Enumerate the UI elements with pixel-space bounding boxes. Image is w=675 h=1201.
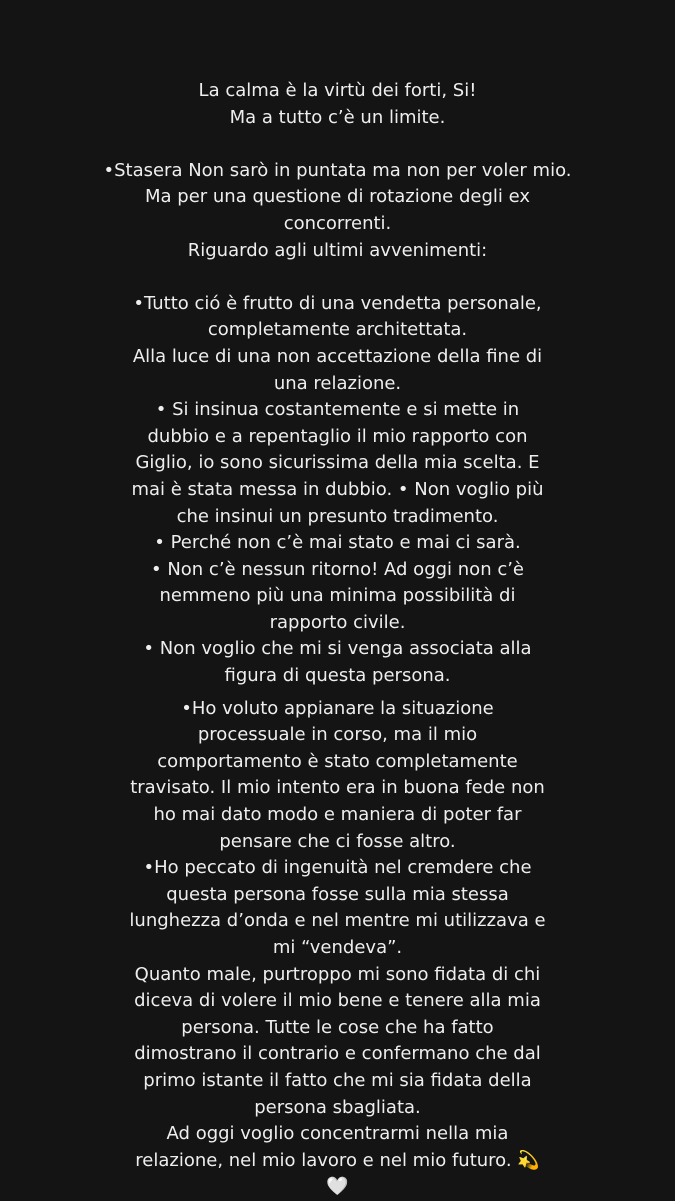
- text-line: persona sbagliata.: [254, 1096, 421, 1118]
- text-line: Quanto male, purtroppo mi sono fidata di chi: [134, 963, 541, 985]
- text-line: persona. Tutte le cose che ha fatto: [181, 1016, 494, 1038]
- text-line: • Perché non c’è mai stato e mai ci sarà.: [154, 532, 521, 554]
- text-line: • Si insinua costantemente e si mette in: [155, 399, 520, 421]
- text-line: nemmeno più una minima possibilità di: [159, 585, 516, 607]
- text-line: comportamento è stato completamente: [157, 750, 518, 772]
- spacer: [0, 264, 675, 291]
- text-line: relazione, nel mio lavoro e nel mio futuro. 💫: [135, 1149, 540, 1171]
- text-line: figura di questa persona.: [224, 665, 451, 687]
- text-line: Ma a tutto c’è un limite.: [229, 106, 446, 128]
- heart-icon: [0, 1174, 675, 1201]
- text-line: pensare che ci fosse altro.: [219, 830, 456, 852]
- text-line: Ad oggi voglio concentrarmi nella mia: [166, 1123, 509, 1145]
- text-line: •Tutto ció è frutto di una vendetta personale,: [133, 292, 542, 314]
- text-line: Giglio, io sono sicurissima della mia scelta. E: [135, 452, 540, 474]
- text-line: diceva di volere il mio bene e tenere alla mia: [134, 990, 541, 1012]
- text-line: •Stasera Non sarò in puntata ma non per voler mio.: [103, 159, 572, 181]
- text-line: •Ho peccato di ingenuità nel cremdere che: [143, 857, 532, 879]
- text-line: travisato. Il mio intento era in buona fede non: [130, 777, 545, 799]
- paragraph-2: [0, 291, 675, 690]
- text-line: dubbio e a repentaglio il mio rapporto con: [147, 425, 528, 447]
- text-line: •Ho voluto appianare la situazione: [181, 697, 494, 719]
- text-line: processuale in corso, ma il mio: [197, 724, 478, 746]
- intro-block: [0, 78, 675, 131]
- text-line: rapporto civile.: [269, 611, 406, 633]
- text-line: dimostrano il contrario e confermano che dal: [134, 1043, 541, 1065]
- text-line: lunghezza d’onda e nel mentre mi utilizzava e: [129, 910, 546, 932]
- paragraph-3: [0, 696, 675, 1175]
- text-line: una relazione.: [273, 372, 402, 394]
- text-line: primo istante il fatto che mi sia fidata della: [143, 1069, 532, 1091]
- text-line: che insinui un presunto tradimento.: [176, 505, 499, 527]
- paragraph-1: [0, 158, 675, 264]
- text-line: Ma per una questione di rotazione degli ex: [144, 186, 530, 208]
- text-line: • Non c’è nessun ritorno! Ad oggi non c’è: [150, 558, 525, 580]
- text-line: questa persona fosse sulla mia stessa: [166, 883, 509, 905]
- text-line: Alla luce di una non accettazione della fine di: [132, 345, 543, 367]
- story-text: [0, 78, 675, 1201]
- text-line: concorrenti.: [283, 212, 392, 234]
- text-line: Riguardo agli ultimi avvenimenti:: [187, 239, 488, 261]
- spacer: [0, 131, 675, 158]
- text-line: La calma è la virtù dei forti, Si!: [198, 80, 477, 101]
- text-line: completamente architettata.: [207, 319, 468, 341]
- text-line: ho mai dato modo e maniera di poter far: [153, 804, 522, 826]
- text-line: • Non voglio che mi si venga associata alla: [143, 638, 532, 660]
- text-line: mai è stata messa in dubbio. • Non voglio più: [131, 478, 544, 500]
- text-line: mi “vendeva”.: [272, 937, 403, 958]
- heart-emoji: 🤍: [326, 1176, 349, 1198]
